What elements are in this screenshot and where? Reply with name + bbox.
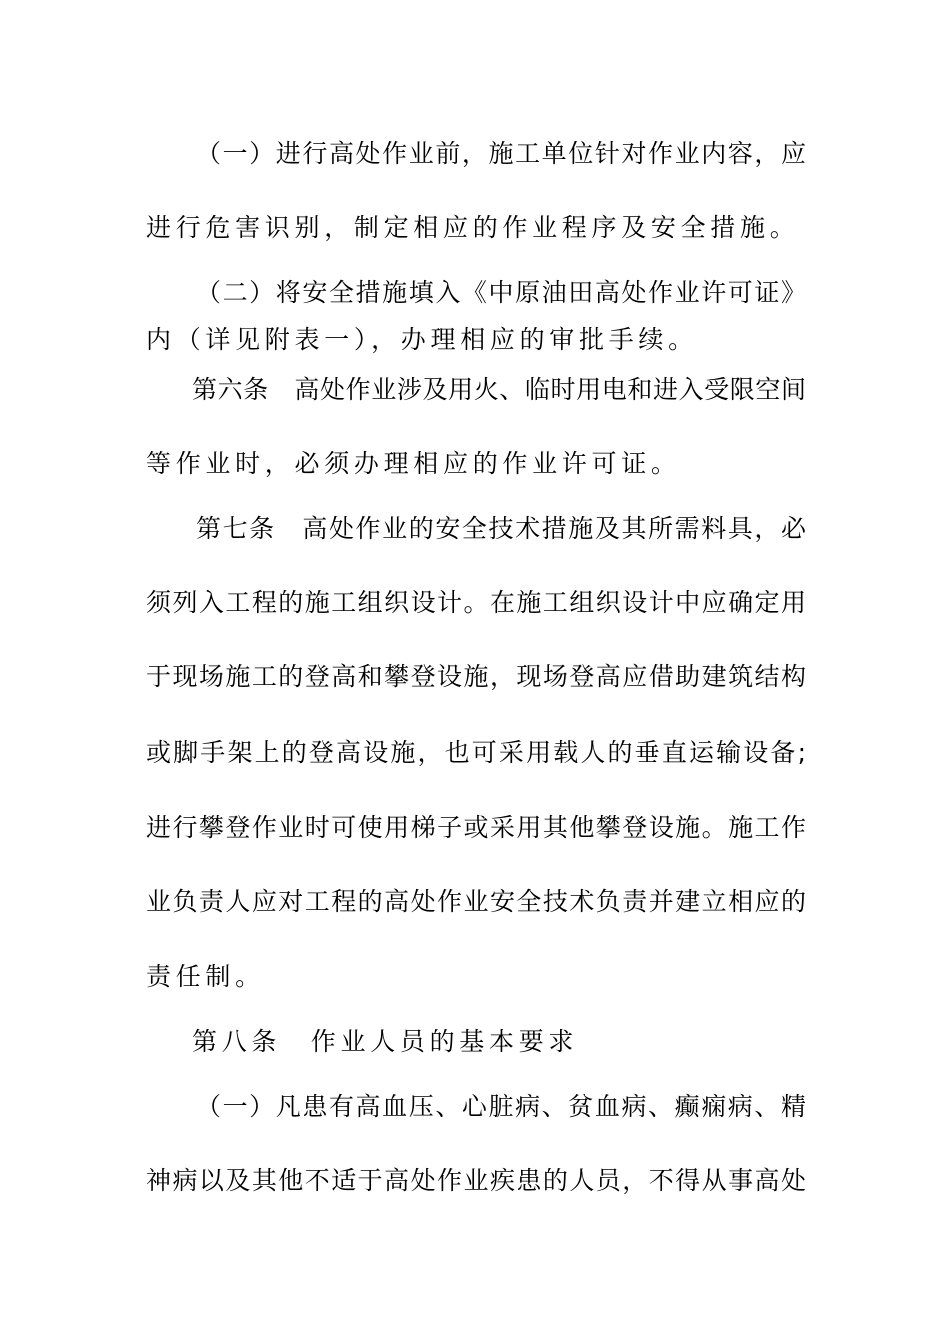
text-line: （二）将安全措施填入《中原油田高处作业许可证》 <box>196 278 806 307</box>
text-line: 等作业时，必须办理相应的作业许可证。 <box>146 449 681 478</box>
text-line: 进行攀登作业时可使用梯子或采用其他攀登设施。施工作 <box>146 813 806 842</box>
text-line: 第六条 高处作业涉及用火、临时用电和进入受限空间 <box>192 375 806 404</box>
text-line: 于现场施工的登高和攀登设施，现场登高应借助建筑结构 <box>146 662 806 691</box>
section-heading: 第八条 作业人员的基本要求 <box>192 1027 579 1056</box>
text-line: 业负责人应对工程的高处作业安全技术负责并建立相应的 <box>146 887 806 916</box>
text-line: 进行危害识别，制定相应的作业程序及安全措施。 <box>146 213 800 242</box>
text-line: 内（详见附表一），办理相应的审批手续。 <box>146 325 698 354</box>
text-line: 神病以及其他不适于高处作业疾患的人员，不得从事高处 <box>146 1166 806 1195</box>
text-line: 或脚手架上的登高设施，也可采用载人的垂直运输设备; <box>146 738 806 767</box>
text-line: 须列入工程的施工组织设计。在施工组织设计中应确定用 <box>146 588 806 617</box>
text-line: 第七条 高处作业的安全技术措施及其所需料具，必 <box>196 514 806 543</box>
text-line: （一）进行高处作业前，施工单位针对作业内容，应 <box>196 139 806 168</box>
text-line: 责任制。 <box>146 962 265 991</box>
text-line: （一）凡患有高血压、心脏病、贫血病、癫痫病、精 <box>196 1092 806 1121</box>
